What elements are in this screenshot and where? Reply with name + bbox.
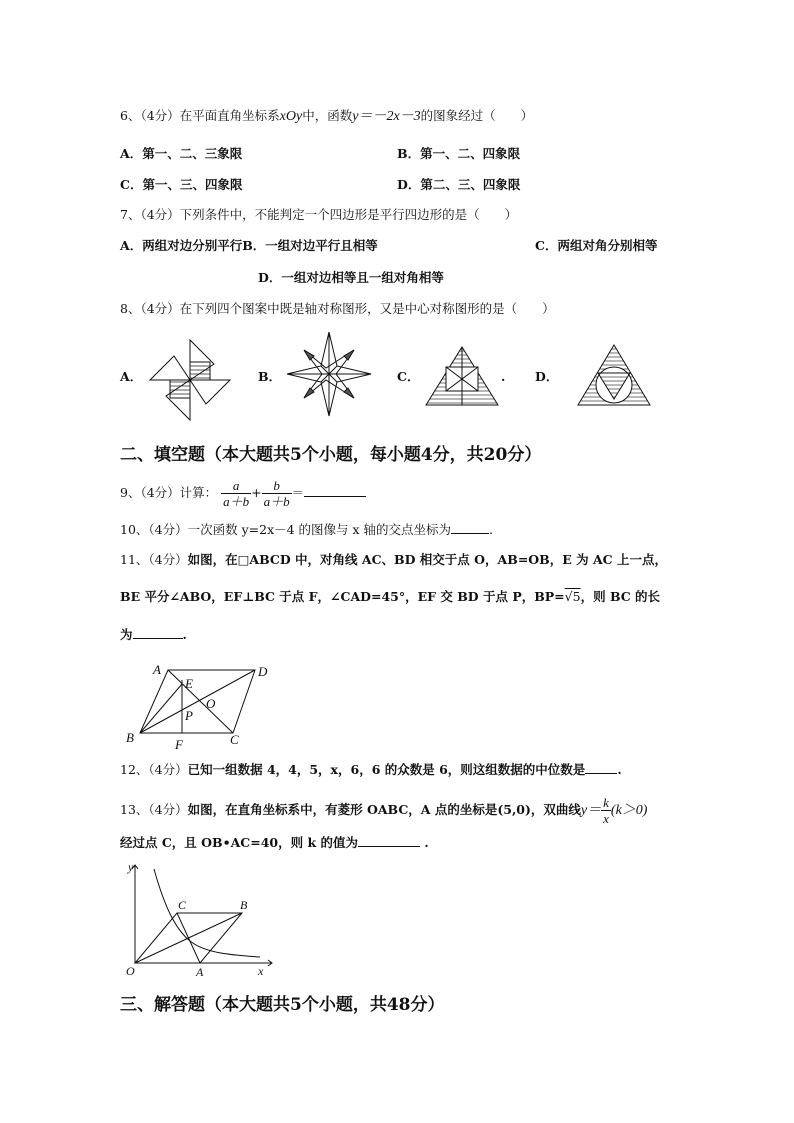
q7-stem: 7、（4分）下列条件中，不能判定一个四边形是平行四边形的是（ ）	[120, 207, 518, 222]
q11-line1: 11、（4分）如图，在□ABCD 中，对角线 AC、BD 相交于点 O，AB=OB，E 为 AC 上一点，	[120, 552, 667, 567]
q12-answer-blank[interactable]	[585, 760, 617, 774]
q10-stem: 10、（4分）一次函数 y=2x－4 的图像与 x 轴的交点坐标为 .	[120, 522, 494, 537]
q6-option-a[interactable]: A．第一、二、三象限	[120, 146, 243, 161]
q9-stem: 9、（4分）计算： $\frac{a}{a+b}$ + $\frac{b}{a+b}$ ＝	[120, 475, 366, 511]
q13-label-x: x	[258, 964, 264, 978]
q8-label-b[interactable]: B．	[258, 369, 282, 384]
q6-option-b[interactable]: B．第一、二、四象限	[397, 146, 521, 161]
q8-label-c[interactable]: C．	[397, 369, 420, 384]
q10-answer-blank[interactable]	[451, 520, 489, 534]
q8-figure-c-triangle	[424, 345, 500, 407]
q13-line1: 13、（4分）如图，在直角坐标系中，有菱形 OABC，A 点的坐标是(5,0)，双曲线y＝ $\frac{k}{x}$ (k＞0)	[120, 795, 648, 826]
q7-option-ab[interactable]: A．两组对边分别平行B．一组对边平行且相等	[120, 238, 378, 253]
q8-figure-a-pinwheel	[145, 336, 235, 424]
q9-fraction-1: $\frac{a}{a+b}$	[223, 478, 250, 509]
q11-label-d: D	[258, 664, 268, 679]
q9-answer-blank[interactable]	[304, 483, 366, 497]
section2-title: 二、填空题（本大题共5个小题，每小题4分，共20分）	[120, 445, 542, 465]
q11-label-b: B	[126, 730, 134, 745]
q13-answer-blank[interactable]	[358, 833, 420, 847]
q13-figure-rhombus	[120, 855, 280, 980]
q8-figure-b-compass-star	[284, 330, 374, 418]
q11-label-p: P	[185, 708, 193, 723]
q7-option-d[interactable]: D．一组对边相等且一组对角相等	[258, 270, 444, 285]
q6-option-d[interactable]: D．第二、三、四象限	[397, 177, 521, 192]
section3-title: 三、解答题（本大题共5个小题，共48分）	[120, 995, 445, 1015]
q11-label-o: O	[206, 696, 216, 711]
q11-label-c: C	[230, 732, 239, 747]
q13-line2: 经过点 C，且 OB•AC=40，则 k 的值为 .	[120, 835, 429, 850]
q11-label-e: E	[185, 676, 193, 691]
q6-stem: 6、（4分）在平面直角坐标系xOy中，函数y＝－2x－3的图象经过（ ）	[120, 108, 534, 124]
q8-stem: 8、（4分）在下列四个图案中既是轴对称图形，又是中心对称图形的是（ ）	[120, 301, 555, 316]
q12-stem: 12、（4分）已知一组数据 4，4，5，x，6，6 的众数是 6，则这组数据的中位数是 .	[120, 762, 622, 777]
q13-label-y: y	[128, 860, 134, 874]
q8-label-a[interactable]: A．	[120, 369, 143, 384]
q11-label-a: A	[153, 662, 161, 677]
q9-fraction-2: $\frac{b}{a+b}$	[263, 478, 290, 509]
q11-answer-blank[interactable]	[133, 625, 183, 639]
q11-label-f: F	[175, 737, 183, 752]
q8-figure-d-triangle-circle	[576, 343, 652, 407]
q13-label-a: A	[196, 965, 204, 979]
q13-label-c: C	[178, 898, 187, 912]
q6-option-c[interactable]: C．第一、三、四象限	[120, 177, 243, 192]
q11-line2: BE 平分∠ABO，EF⊥BC 于点 F，∠CAD=45°，EF 交 BD 于点 P，BP=√5，则 BC 的长	[120, 589, 661, 604]
q13-fraction: $\frac{k}{x}$	[603, 795, 609, 826]
q13-label-o: O	[126, 964, 135, 978]
q8-label-d[interactable]: D．	[535, 369, 559, 384]
q13-label-b: B	[240, 898, 248, 912]
q7-option-c[interactable]: C．两组对角分别相等	[535, 238, 658, 253]
q11-line3: 为 .	[120, 627, 187, 642]
q8-dot: .	[501, 369, 506, 384]
q11-figure-parallelogram	[120, 660, 280, 755]
